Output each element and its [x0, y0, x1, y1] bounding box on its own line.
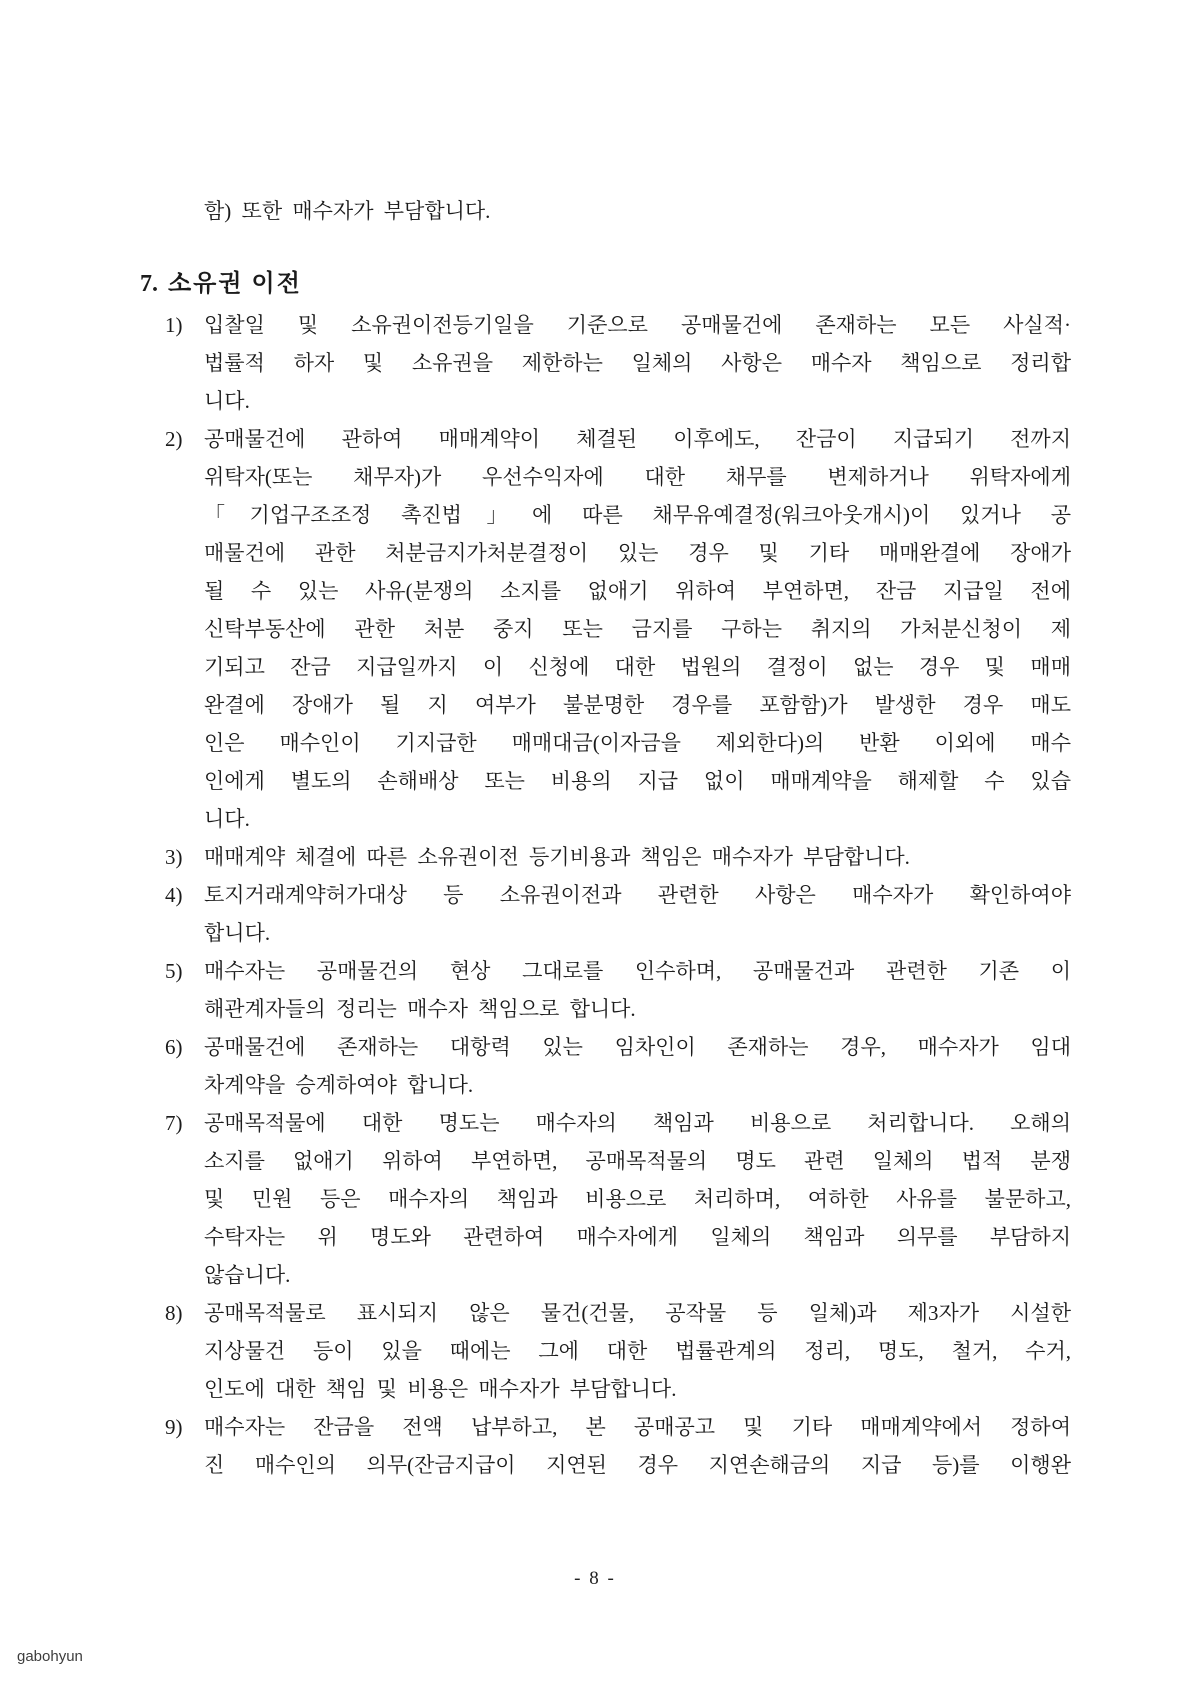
text-line: 인에게 별도의 손해배상 또는 비용의 지급 없이 매매계약을 해제할 수 있습 [204, 769, 1071, 793]
section-title: 소유권 이전 [168, 271, 302, 297]
text-line: 입찰일 및 소유권이전등기일을 기준으로 공매물건에 존재하는 모든 사실적· [204, 313, 1071, 337]
item-number: 7) [165, 1111, 183, 1135]
text-line: 합니다. [204, 921, 271, 945]
text-line: 공매목적물로 표시되지 않은 물건(건물, 공작물 등 일체)과 제3자가 시설한 [204, 1301, 1071, 1325]
text-line: 니다. [204, 807, 250, 831]
text-line: 토지거래계약허가대상 등 소유권이전과 관련한 사항은 매수자가 확인하여야 [204, 883, 1071, 907]
text-line: 법률적 하자 및 소유권을 제한하는 일체의 사항은 매수자 책임으로 정리합 [204, 351, 1071, 375]
list-item [165, 876, 1071, 952]
item-number: 2) [165, 427, 183, 451]
list-item [165, 306, 1071, 420]
text-line: 위탁자(또는 채무자)가 우선수익자에 대한 채무를 변제하거나 위탁자에게 [204, 465, 1071, 489]
text-line: 소지를 없애기 위하여 부연하면, 공매목적물의 명도 관련 일체의 법적 분쟁 [204, 1149, 1071, 1173]
text-line: 진 매수인의 의무(잔금지급이 지연된 경우 지연손해금의 지급 등)를 이행완 [204, 1453, 1071, 1477]
text-line: 될 수 있는 사유(분쟁의 소지를 없애기 위하여 부연하면, 잔금 지급일 전에 [204, 579, 1071, 603]
item-number: 3) [165, 845, 183, 869]
list-item [165, 1104, 1071, 1294]
list-item [165, 1408, 1071, 1484]
text-line: 차계약을 승계하여야 합니다. [204, 1073, 474, 1097]
numbered-list [165, 306, 1071, 1484]
text-line: 신탁부동산에 관한 처분 중지 또는 금지를 구하는 취지의 가처분신청이 제 [204, 617, 1071, 641]
text-line: 수탁자는 위 명도와 관련하여 매수자에게 일체의 책임과 의무를 부담하지 [204, 1225, 1071, 1249]
text-line: 않습니다. [204, 1263, 291, 1287]
item-number: 1) [165, 313, 183, 337]
text-line: 매수자는 공매물건의 현상 그대로를 인수하며, 공매물건과 관련한 기존 이 [204, 959, 1071, 983]
item-number: 5) [165, 959, 183, 983]
section-heading [140, 266, 302, 302]
item-number: 9) [165, 1415, 183, 1439]
list-item [165, 1294, 1071, 1408]
text-line: 매수자는 잔금을 전액 납부하고, 본 공매공고 및 기타 매매계약에서 정하여 [204, 1415, 1071, 1439]
page-number: - 8 - [574, 1568, 616, 1589]
text-line: 니다. [204, 389, 250, 413]
item-number: 6) [165, 1035, 183, 1059]
list-item [165, 952, 1071, 1028]
text-line: 매매계약 체결에 따른 소유권이전 등기비용과 책임은 매수자가 부담합니다. [204, 845, 910, 869]
list-item [165, 420, 1071, 838]
text-line: 공매물건에 존재하는 대항력 있는 임차인이 존재하는 경우, 매수자가 임대 [204, 1035, 1071, 1059]
section-number: 7. [140, 271, 158, 297]
text-line: 공매목적물에 대한 명도는 매수자의 책임과 비용으로 처리합니다. 오해의 [204, 1111, 1071, 1135]
text-line: 인은 매수인이 기지급한 매매대금(이자금을 제외한다)의 반환 이외에 매수 [204, 731, 1071, 755]
item-number: 8) [165, 1301, 183, 1325]
text-line: 인도에 대한 책임 및 비용은 매수자가 부담합니다. [204, 1377, 677, 1401]
watermark: gabohyun [17, 1648, 83, 1665]
text-line: 및 민원 등은 매수자의 책임과 비용으로 처리하며, 여하한 사유를 불문하고, [204, 1187, 1071, 1211]
list-item [165, 838, 1071, 876]
item-number: 4) [165, 883, 183, 907]
text-line: 완결에 장애가 될 지 여부가 불분명한 경우를 포함함)가 발생한 경우 매도 [204, 693, 1071, 717]
text-line: 지상물건 등이 있을 때에는 그에 대한 법률관계의 정리, 명도, 철거, 수거, [204, 1339, 1071, 1363]
text-line: 공매물건에 관하여 매매계약이 체결된 이후에도, 잔금이 지급되기 전까지 [204, 427, 1071, 451]
text-line: 매물건에 관한 처분금지가처분결정이 있는 경우 및 기타 매매완결에 장애가 [204, 541, 1071, 565]
text-line: 기되고 잔금 지급일까지 이 신청에 대한 법원의 결정이 없는 경우 및 매매 [204, 655, 1071, 679]
text-line: 「기업구조조정 촉진법」에 따른 채무유예결정(워크아웃개시)이 있거나 공 [204, 503, 1071, 527]
text-line: 해관계자들의 정리는 매수자 책임으로 합니다. [204, 997, 636, 1021]
list-item [165, 1028, 1071, 1104]
continuation-paragraph: 함) 또한 매수자가 부담합니다. [204, 199, 491, 223]
